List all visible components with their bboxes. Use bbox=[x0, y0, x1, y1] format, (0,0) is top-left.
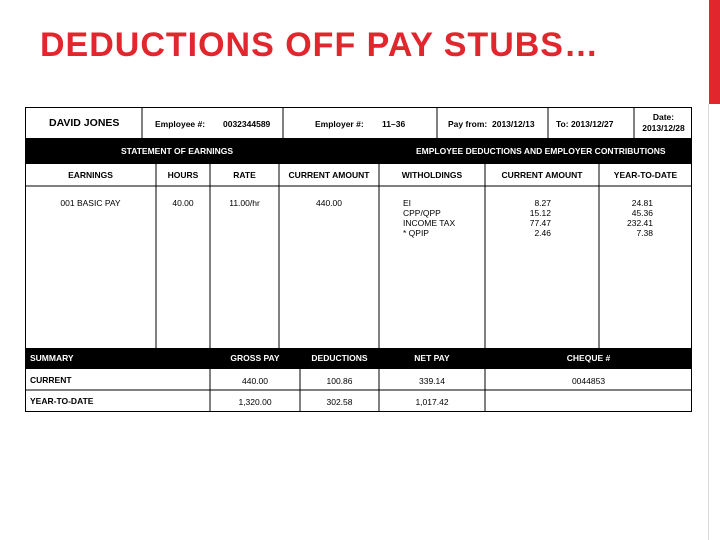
col-hours: HOURS bbox=[167, 170, 199, 180]
pay-stub bbox=[25, 107, 692, 412]
deductions-label: DEDUCTIONS bbox=[311, 353, 368, 363]
col-rate: RATE bbox=[233, 170, 256, 180]
deduction-name: * QPIP bbox=[403, 228, 429, 238]
deduction-ytd: 232.41 bbox=[627, 218, 653, 228]
summary-net: 1,017.42 bbox=[415, 397, 449, 407]
gross-pay-label: GROSS PAY bbox=[230, 353, 280, 363]
earnings-rate: 11.00/hr bbox=[229, 198, 260, 208]
stub-date: 2013/12/28 bbox=[642, 123, 685, 133]
deduction-current: 8.27 bbox=[534, 198, 551, 208]
deduction-ytd: 24.81 bbox=[631, 198, 653, 208]
pay-from-date: 2013/12/13 bbox=[492, 119, 535, 129]
col-year-to-date: YEAR-TO-DATE bbox=[613, 170, 678, 180]
cheque-number-label: CHEQUE # bbox=[566, 353, 611, 363]
deduction-current: 2.46 bbox=[534, 228, 551, 238]
deduction-name: CPP/QPP bbox=[403, 208, 441, 218]
col-withholdings: WITHOLDINGS bbox=[401, 170, 463, 180]
slide-title: DEDUCTIONS OFF PAY STUBS… bbox=[40, 26, 599, 64]
employer-number: 11–36 bbox=[382, 119, 406, 129]
col-current-amount: CURRENT AMOUNT bbox=[288, 170, 370, 180]
employee-name: DAVID JONES bbox=[49, 117, 120, 129]
deduction-ytd: 45.36 bbox=[631, 208, 653, 218]
pay-from-label: Pay from: bbox=[448, 119, 488, 129]
col-earnings: EARNINGS bbox=[68, 170, 113, 180]
employee-number: 0032344589 bbox=[223, 119, 271, 129]
summary-label: SUMMARY bbox=[30, 353, 74, 363]
deduction-current: 15.12 bbox=[529, 208, 551, 218]
date-label: Date: bbox=[652, 112, 675, 122]
summary-gross: 440.00 bbox=[242, 376, 268, 386]
employer-number-label: Employer #: bbox=[315, 119, 364, 129]
deductions-contributions-bar: EMPLOYEE DEDUCTIONS AND EMPLOYER CONTRIBUTIONS bbox=[416, 146, 666, 156]
summary-row-label: YEAR-TO-DATE bbox=[30, 396, 94, 406]
deduction-current: 77.47 bbox=[529, 218, 551, 228]
col-current-amount-deductions: CURRENT AMOUNT bbox=[501, 170, 583, 180]
accent-bar bbox=[709, 0, 720, 104]
deduction-name: INCOME TAX bbox=[403, 218, 456, 228]
employee-number-label: Employee #: bbox=[155, 119, 206, 129]
summary-gross: 1,320.00 bbox=[238, 397, 272, 407]
summary-net: 339.14 bbox=[419, 376, 445, 386]
summary-row-label: CURRENT bbox=[30, 375, 72, 385]
summary-deductions: 100.86 bbox=[326, 376, 353, 386]
cheque-number: 0044853 bbox=[571, 376, 606, 386]
earnings-hours: 40.00 bbox=[172, 198, 194, 208]
earnings-amount: 440.00 bbox=[316, 198, 342, 208]
deduction-ytd: 7.38 bbox=[636, 228, 653, 238]
net-pay-label: NET PAY bbox=[414, 353, 450, 363]
statement-of-earnings-bar: STATEMENT OF EARNINGS bbox=[121, 146, 234, 156]
summary-deductions: 302.58 bbox=[326, 397, 353, 407]
pay-to-date: To: 2013/12/27 bbox=[556, 119, 614, 129]
right-divider bbox=[708, 104, 709, 540]
earnings-item: 001 BASIC PAY bbox=[60, 198, 121, 208]
deduction-name: EI bbox=[403, 198, 412, 208]
